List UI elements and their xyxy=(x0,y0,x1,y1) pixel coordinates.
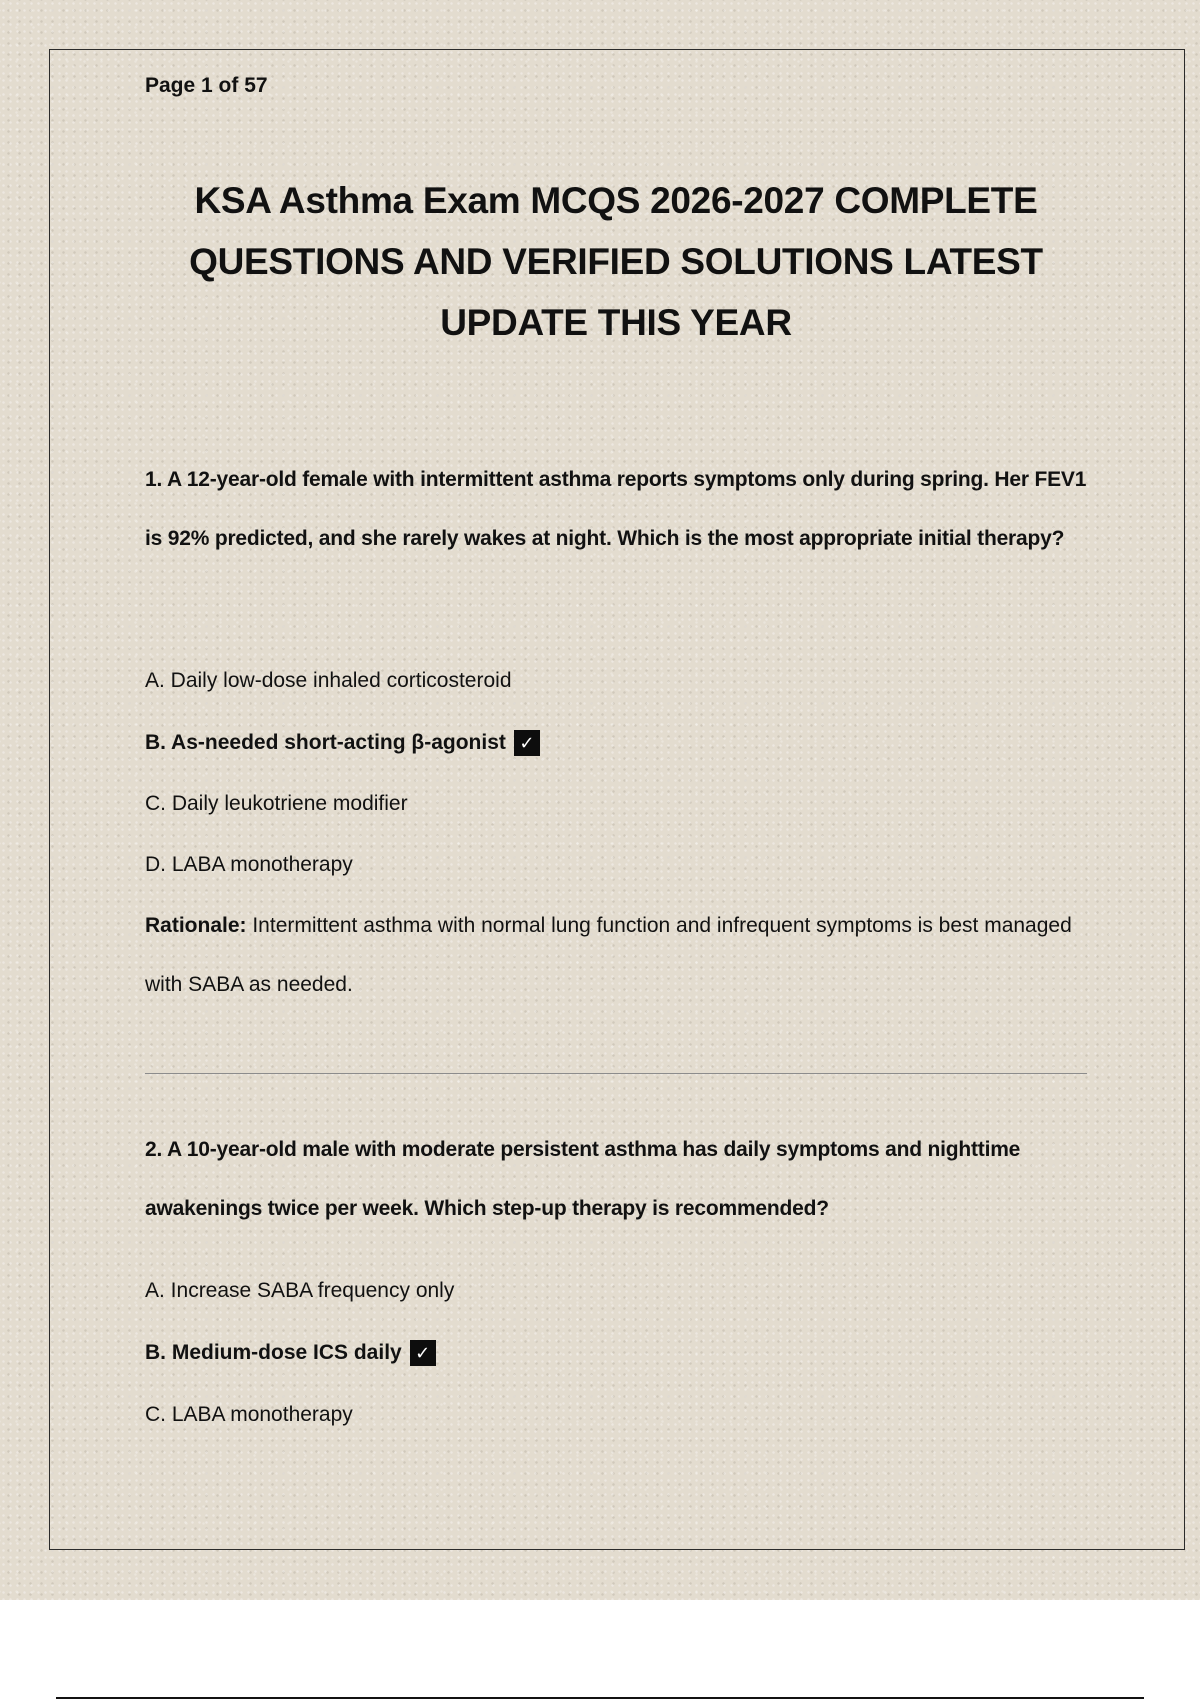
question-divider xyxy=(145,1073,1087,1074)
rationale-label: Rationale: xyxy=(145,914,247,937)
question-1-option-c: C. Daily leukotriene modifier xyxy=(145,792,408,815)
checkmark-icon: ✓ xyxy=(514,730,540,756)
question-2-option-a: A. Increase SABA frequency only xyxy=(145,1279,455,1302)
question-1-option-b-label: B. As-needed short-acting β-agonist xyxy=(145,731,506,754)
question-2-stem: 2. A 10-year-old male with moderate persistent asthma has daily symptoms and nighttime awakenings twice per week. Which step-up therapy is recommended? xyxy=(145,1138,1021,1220)
document-title: KSA Asthma Exam MCQS 2026-2027 COMPLETE QUESTIONS AND VERIFIED SOLUTIONS LATEST UPDATE THIS YEAR xyxy=(189,180,1043,343)
question-2-option-b xyxy=(145,1338,436,1368)
question-2-option-c: C. LABA monotherapy xyxy=(145,1403,353,1426)
footer-rule xyxy=(56,1697,1144,1699)
question-1-option-a: A. Daily low-dose inhaled corticosteroid xyxy=(145,669,512,692)
question-1-rationale xyxy=(145,896,1090,1014)
page-number: Page 1 of 57 xyxy=(145,74,268,97)
question-1-option-b xyxy=(145,728,540,758)
rationale-text: Intermittent asthma with normal lung function and infrequent symptoms is best managed with SABA as needed. xyxy=(145,914,1072,996)
question-1-stem: 1. A 12-year-old female with intermittent asthma reports symptoms only during spring. Her FEV1 is 92% predicted, and she rarely wakes at night. Which is the most appropriate initial therapy? xyxy=(145,468,1087,550)
checkmark-icon: ✓ xyxy=(410,1340,436,1366)
question-1-option-d: D. LABA monotherapy xyxy=(145,853,353,876)
question-2-option-b-label: B. Medium-dose ICS daily xyxy=(145,1341,402,1364)
